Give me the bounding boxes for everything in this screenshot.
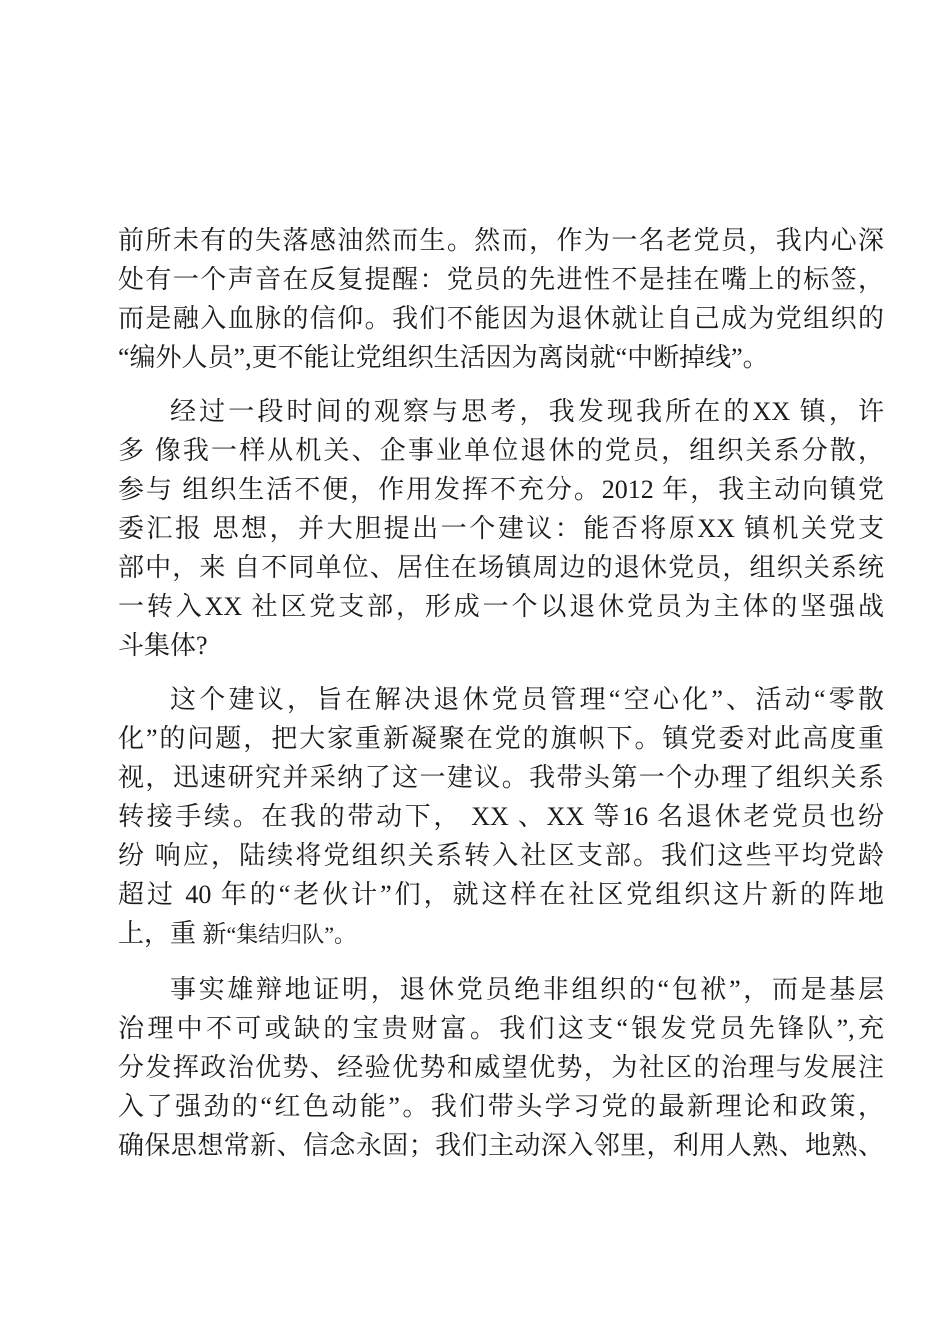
text-line: 确保思想常新、信念永固；我们主动深入邻里，利用人熟、地熟、 [118,1131,884,1160]
text-line: 处有一个声音在反复提醒：党员的先进性不是挂在嘴上的标签， [118,265,884,294]
text-line: 视，迅速研究并采纳了这一建议。我带头第一个办理了组织关系 [118,763,884,792]
paragraph [118,970,884,1165]
text-line: 事实雄辩地证明，退休党员绝非组织的“包袱”，而是基层 [170,975,884,1004]
text-line: 斗集体? [118,631,208,660]
text-line: 入了强劲的“红色动能”。我们带头学习党的最新理论和政策， [118,1092,884,1121]
text-line: 治理中不可或缺的宝贵财富。我们这支“银发党员先锋队”,充 [118,1014,884,1043]
text-line: 部中，来 自不同单位、居住在场镇周边的退休党员，组织关系统 [118,553,884,582]
text-line: “编外人员”,更不能让党组织生活因为离岗就“中断掉线”。 [118,343,769,372]
text-line: 纷 响应，陆续将党组织关系转入社区支部。我们这些平均党龄 [118,841,884,870]
text-line: 分发挥政治优势、经验优势和威望优势，为社区的治理与发展注 [118,1053,884,1082]
text-line: 化”的问题，把大家重新凝聚在党的旗帜下。镇党委对此高度重 [118,724,884,753]
text-line: 委汇报 思想，并大胆提出一个建议：能否将原XX 镇机关党支 [118,514,884,543]
text-line: 多 像我一样从机关、企事业单位退休的党员，组织关系分散， [118,436,884,465]
text-line: 这个建议，旨在解决退休党员管理“空心化”、活动“零散 [170,685,884,714]
text-run-small: “集结归队”。 [226,922,357,947]
text-line: 经过一段时间的观察与思考，我发现我所在的XX 镇，许 [170,397,884,426]
text-line: 前所未有的失落感油然而生。然而，作为一名老党员，我内心深 [118,226,884,255]
paragraph [118,221,884,377]
text-line: 转接手续。在我的带动下， XX 、XX 等16 名退休老党员也纷 [118,802,884,831]
text-line: 参与 组织生活不便，作用发挥不充分。2012 年，我主动向镇党 [118,475,884,504]
text-line: 一转入XX 社区党支部，形成一个以退休党员为主体的坚强战 [118,592,884,621]
text-run-medium: 新 [202,922,227,948]
text-line: 而是融入血脉的信仰。我们不能因为退休就让自己成为党组织的 [118,304,884,333]
document-body [118,221,884,1180]
text-line: 超过 40 年的“老伙计”们，就这样在社区党组织这片新的阵地 [118,880,884,909]
text-run: 上，重 [118,919,203,948]
text-line [118,914,884,955]
paragraph [118,680,884,955]
paragraph [118,392,884,665]
